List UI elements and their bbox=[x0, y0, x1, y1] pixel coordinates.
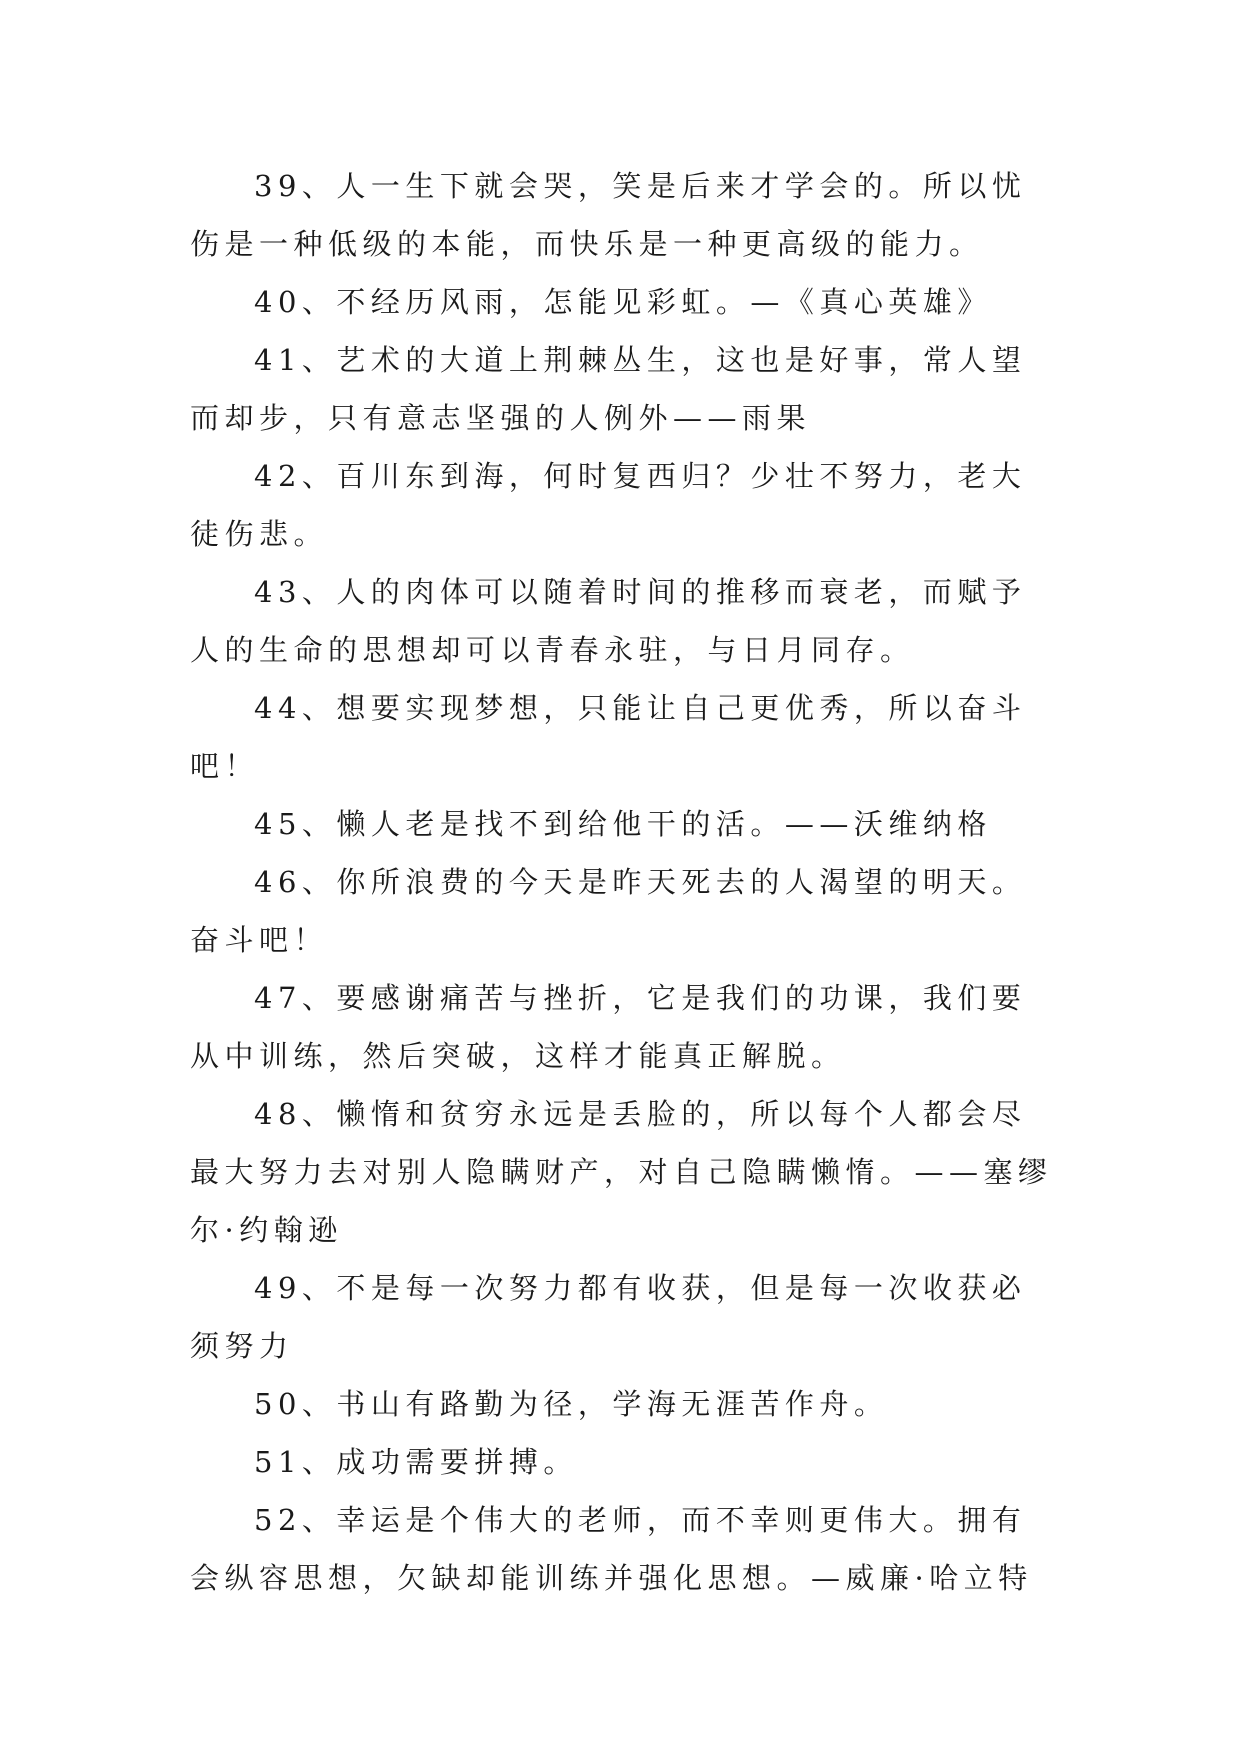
document-body bbox=[190, 157, 1060, 1607]
quote-paragraph: 52、幸运是个伟大的老师，而不幸则更伟大。拥有会纵容思想，欠缺却能训练并强化思想。—威廉·哈立特 bbox=[190, 1503, 1033, 1595]
quote-paragraph: 46、你所浪费的今天是昨天死去的人渴望的明天。奋斗吧！ bbox=[190, 865, 1027, 957]
quote-paragraph: 43、人的肉体可以随着时间的推移而衰老，而赋予人的生命的思想却可以青春永驻，与日月同存。 bbox=[190, 575, 1027, 667]
quote-paragraph: 44、想要实现梦想，只能让自己更优秀，所以奋斗吧！ bbox=[190, 691, 1027, 783]
quote-paragraph: 39、人一生下就会哭，笑是后来才学会的。所以忧伤是一种低级的本能，而快乐是一种更高级的能力。 bbox=[190, 169, 1027, 261]
quote-paragraph: 50、书山有路勤为径，学海无涯苦作舟。 bbox=[254, 1387, 889, 1421]
quote-paragraph: 48、懒惰和贫穷永远是丢脸的，所以每个人都会尽最大努力去对别人隐瞒财产，对自己隐瞒懒惰。——塞缪尔·约翰逊 bbox=[190, 1097, 1053, 1247]
quote-paragraph: 45、懒人老是找不到给他干的活。——沃维纳格 bbox=[254, 807, 992, 841]
quote-paragraph: 49、不是每一次努力都有收获，但是每一次收获必须努力 bbox=[190, 1271, 1027, 1363]
quote-paragraph: 41、艺术的大道上荆棘丛生，这也是好事，常人望而却步，只有意志坚强的人例外——雨果 bbox=[190, 343, 1027, 435]
quote-paragraph: 40、不经历风雨，怎能见彩虹。—《真心英雄》 bbox=[254, 285, 992, 319]
quote-paragraph: 51、成功需要拼搏。 bbox=[254, 1445, 578, 1479]
quote-paragraph: 47、要感谢痛苦与挫折，它是我们的功课，我们要从中训练，然后突破，这样才能真正解脱。 bbox=[190, 981, 1027, 1073]
quote-paragraph: 42、百川东到海，何时复西归？少壮不努力，老大徒伤悲。 bbox=[190, 459, 1027, 551]
